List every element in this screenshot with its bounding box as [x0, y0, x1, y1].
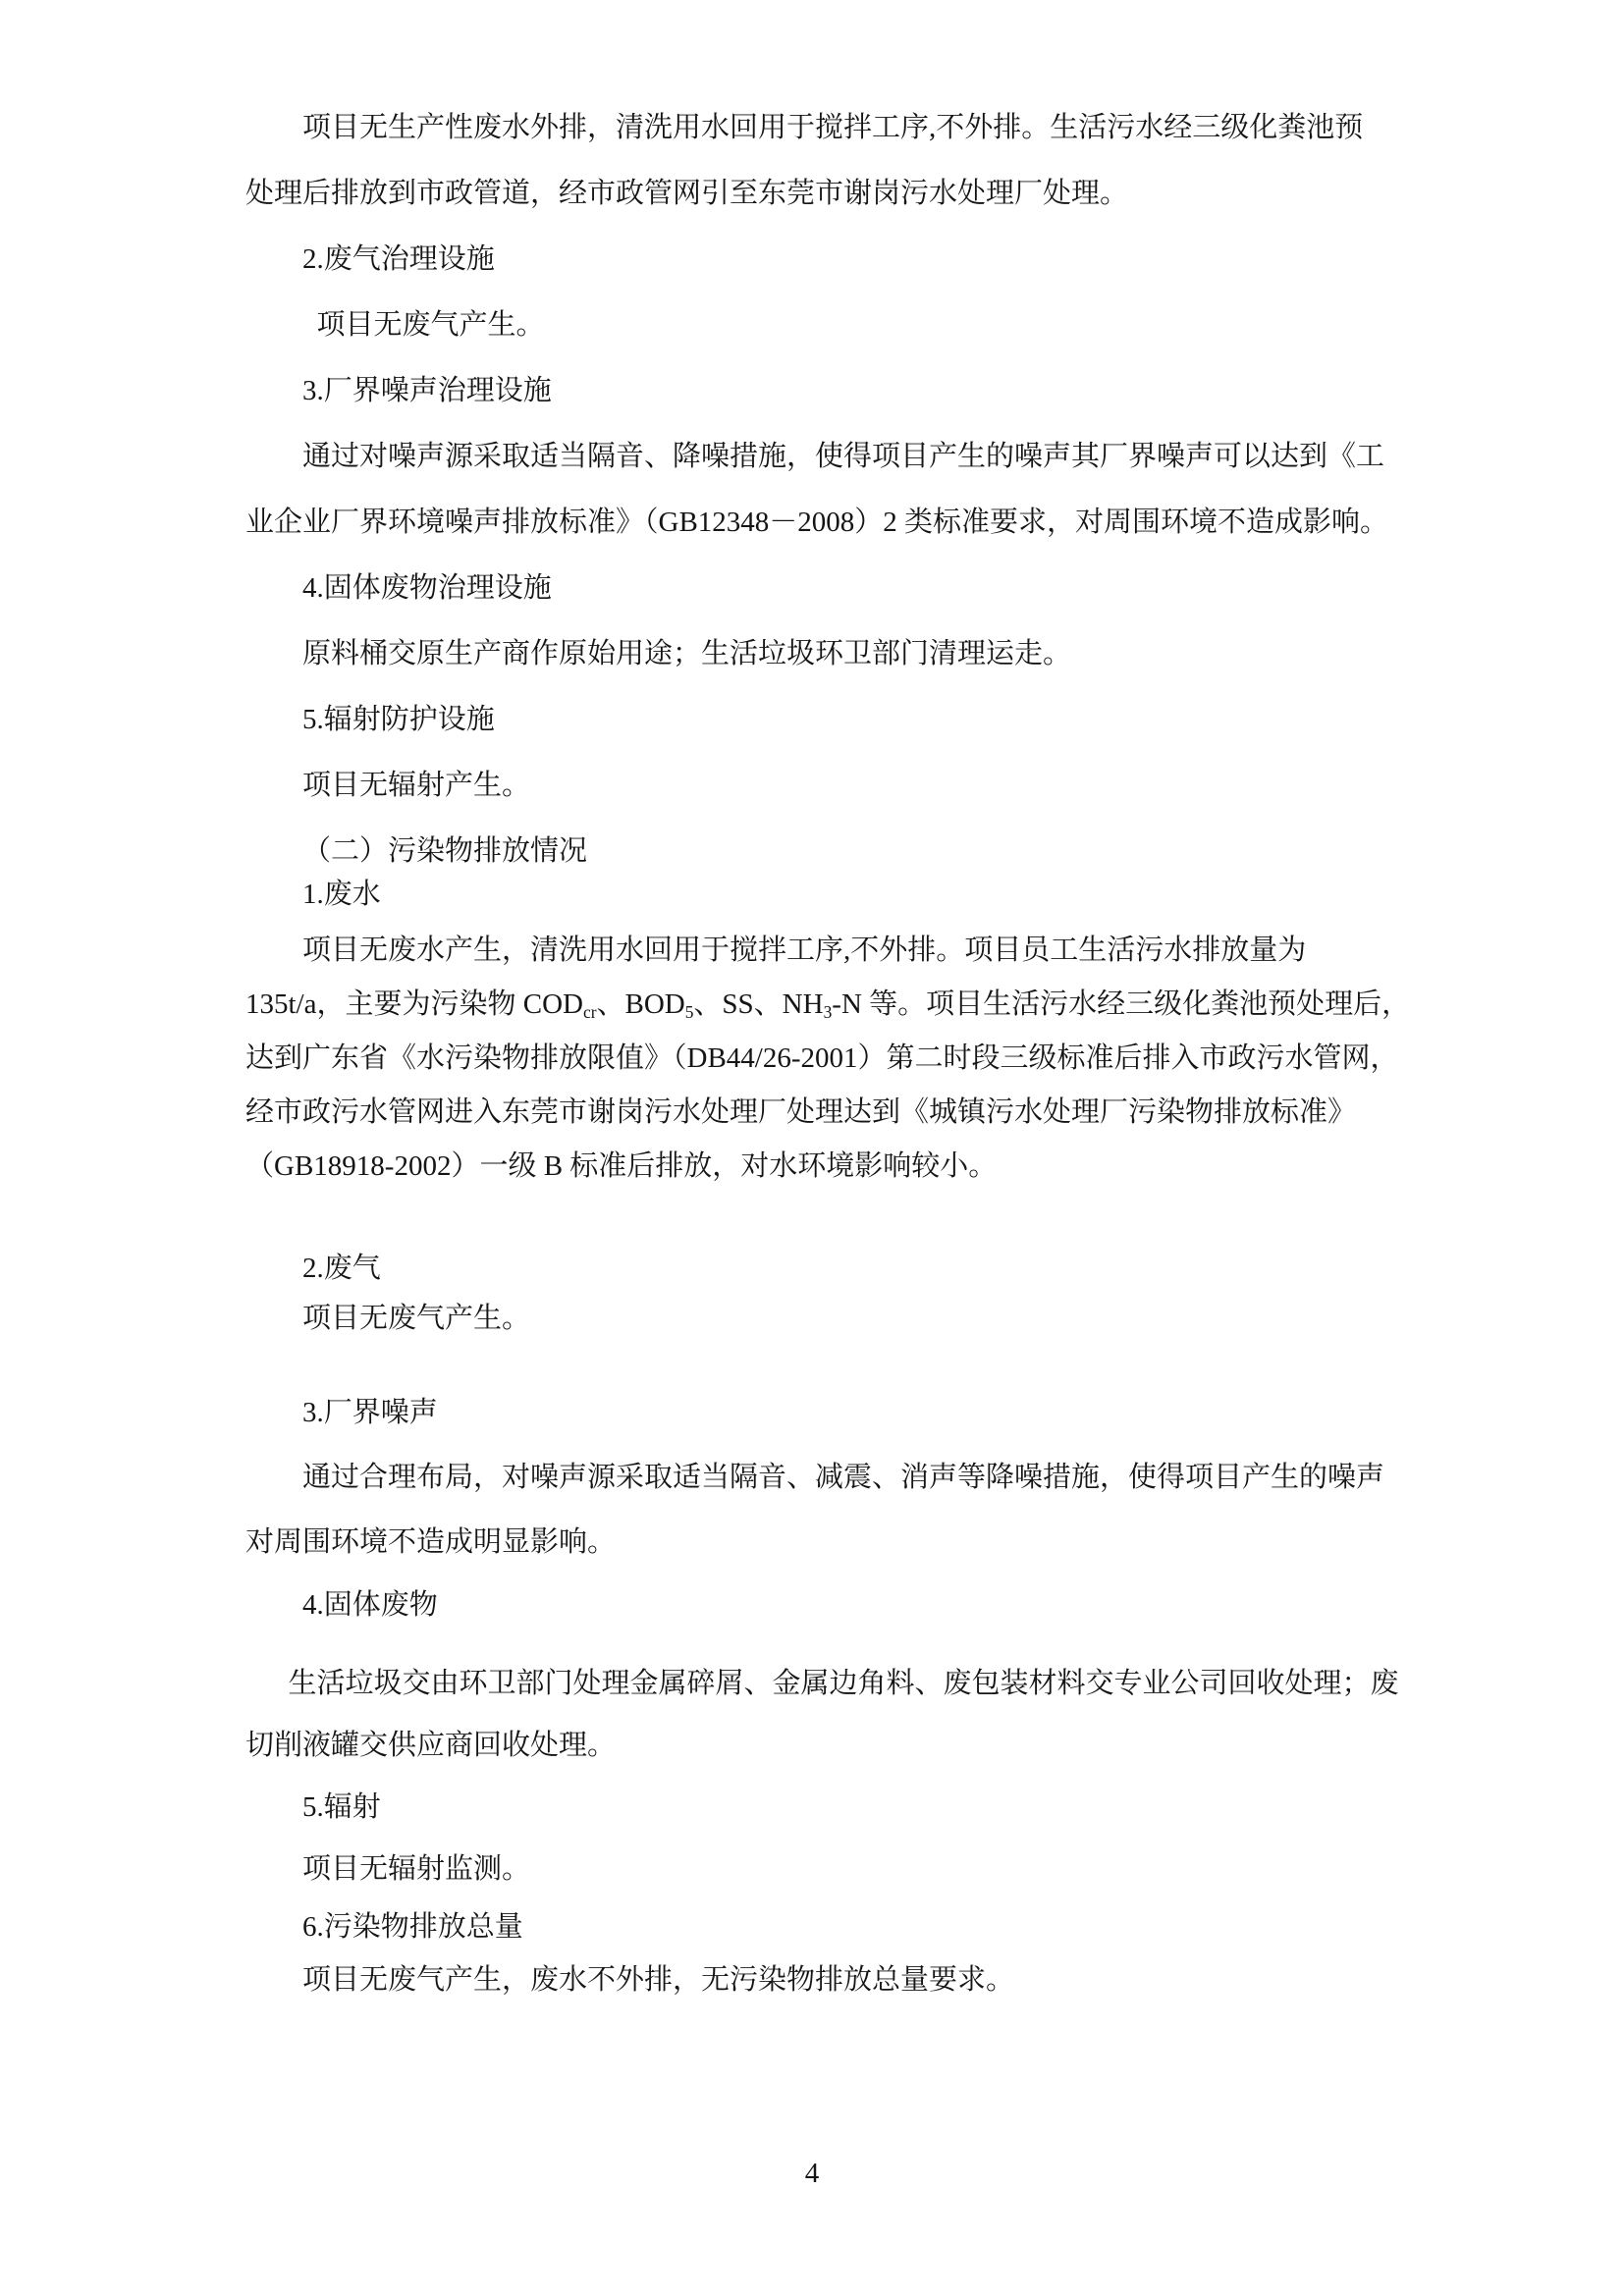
text-line: （二）污染物排放情况: [302, 835, 588, 867]
text-line: 项目无废气产生。: [316, 309, 545, 341]
text-line: 通过对噪声源采取适当隔音、降噪措施，使得项目产生的噪声其厂界噪声可以达到《工: [302, 441, 1385, 472]
text-line: 2.废气: [302, 1253, 381, 1284]
text-line: 4.固体废物治理设施: [302, 572, 552, 604]
page-number: 4: [804, 2158, 820, 2189]
text-line: （GB18918-2002）一级 B 标准后排放，对水环境影响较小。: [245, 1150, 998, 1182]
text-line: 4.固体废物: [302, 1589, 438, 1621]
text-line: 5.辐射防护设施: [302, 704, 495, 735]
text-line: 5.辐射: [302, 1791, 381, 1823]
text-line: 达到广东省《水污染物排放限值》（DB44/26-2001）第二时段三级标准后排入市政污水管网，: [245, 1042, 1399, 1074]
text-line: 处理后排放到市政管道，经市政管网引至东莞市谢岗污水处理厂处理。: [245, 178, 1129, 209]
text-line: 2.废气治理设施: [302, 243, 495, 275]
text-line: 项目无废气产生，废水不外排，无污染物排放总量要求。: [302, 1964, 1015, 1996]
text-line: 项目无辐射产生。: [302, 770, 531, 801]
text-line: 生活垃圾交由环卫部门处理金属碎屑、金属边角料、废包装材料交专业公司回收处理；废: [288, 1668, 1399, 1699]
text-line: 3.厂界噪声: [302, 1397, 438, 1428]
text-line: 对周围环境不造成明显影响。: [245, 1526, 617, 1558]
text-line: 原料桶交原生产商作原始用途；生活垃圾环卫部门清理运走。: [302, 638, 1072, 669]
text-line: 项目无废水产生，清洗用水回用于搅拌工序,不外排。项目员工生活污水排放量为: [302, 934, 1307, 966]
text-line: 135t/a，主要为污染物 $COD_{cr}$、$BOD_5$、SS、$NH_3-N$ 等。项目生活污水经三级化粪池预处理后，: [245, 988, 1411, 1022]
text-line: 项目无辐射监测。: [302, 1853, 531, 1885]
text-line: 项目无废气产生。: [302, 1303, 531, 1334]
text-line: 1.废水: [302, 879, 381, 910]
text-line: 项目无生产性废水外排，清洗用水回用于搅拌工序,不外排。生活污水经三级化粪池预: [302, 112, 1364, 143]
text-line: 经市政污水管网进入东莞市谢岗污水处理厂处理达到《城镇污水处理厂污染物排放标准》: [245, 1096, 1357, 1128]
text-line: 业企业厂界环境噪声排放标准》（GB12348－2008）2 类标准要求，对周围环境不造成影响。: [245, 507, 1389, 538]
text-line: 切削液罐交供应商回收处理。: [245, 1730, 617, 1761]
text-line: 通过合理布局，对噪声源采取适当隔音、减震、消声等降噪措施，使得项目产生的噪声: [302, 1462, 1385, 1493]
text-line: 3.厂界噪声治理设施: [302, 375, 552, 406]
text-line: 6.污染物排放总量: [302, 1911, 523, 1943]
